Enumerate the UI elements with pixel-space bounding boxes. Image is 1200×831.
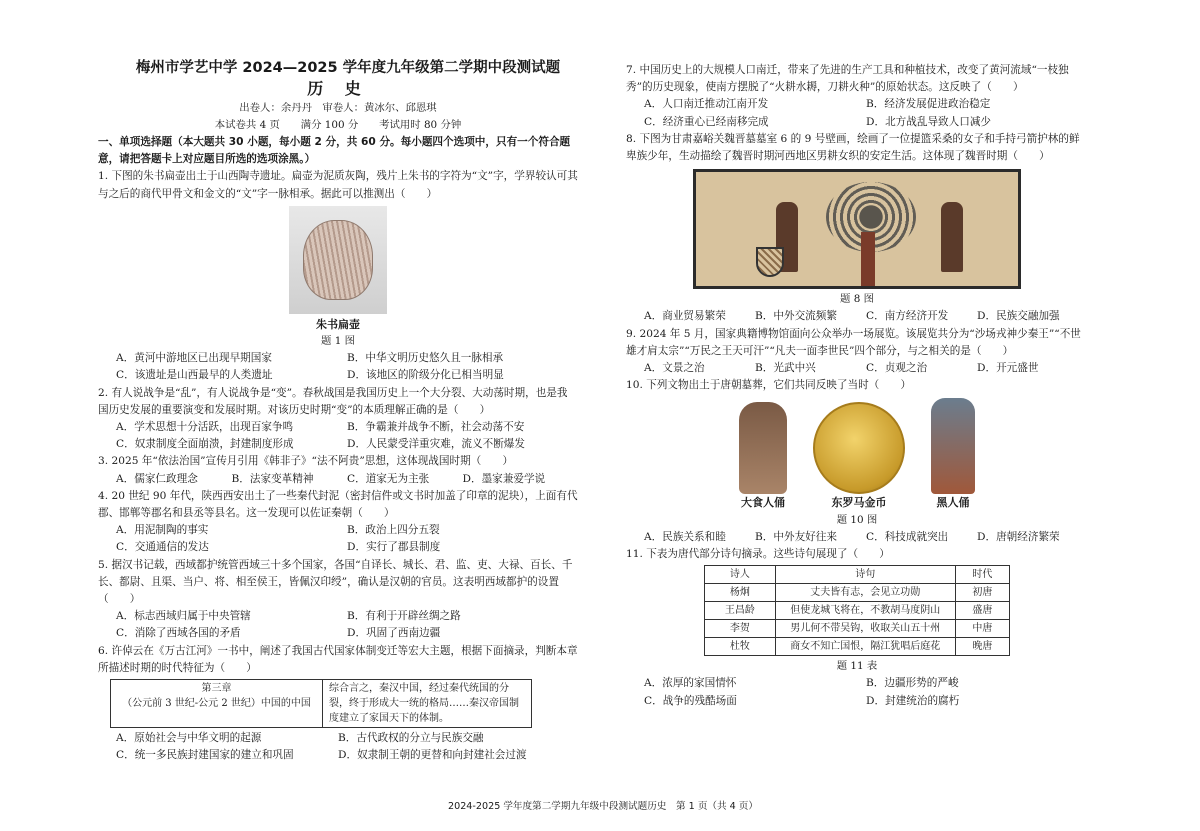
question-1-image [98,206,578,314]
question-4-options [98,522,578,556]
option[interactable]: B．光武中兴 [755,362,816,375]
question-10-options [626,529,1088,546]
table-header: 时代 [955,566,1009,584]
option[interactable]: C．消除了西域各国的矛盾 [116,627,241,640]
option[interactable]: B．法家变革精神 [231,472,314,485]
question-7-options [626,96,1088,130]
option[interactable]: C．统一多民族封建国家的建立和巩固 [116,749,294,762]
table-cell: 晚唐 [955,638,1009,656]
right-column [626,62,1088,710]
question-11-options [626,675,1088,709]
option[interactable]: A．用泥制陶的事实 [116,524,209,537]
option[interactable]: A．学术思想十分活跃，出现百家争鸣 [116,421,294,434]
question-1-figure-label: 题 1 图 [321,335,355,348]
question-6-stem: 6. 许倬云在《万古江河》一书中，阐述了我国古代国家体制变迁等宏大主题，根据下面摘录，判断本章所描述时期的时代特征为（ ） [98,644,578,674]
question-4-stem: 4. 20 世纪 90 年代，陕西西安出土了一些秦代封泥（密封信件或文书时加盖了印章的泥块），上面有代郡、邯郸等郡名和县丞等县名。这一发现可以佐证秦朝（ ） [98,489,578,520]
table-cell: 商女不知亡国恨，隔江犹唱后庭花 [775,638,955,656]
exam-title: 梅州市学艺中学 2024—2025 学年度九年级第二学期中段测试题 [135,60,561,76]
option[interactable]: C．科技成就突出 [866,530,949,543]
question-1-caption: 朱书扁壶 [316,317,360,331]
question-1-options [98,350,578,384]
exam-authors: 出卷人：余丹丹 审卷人：黄冰尔、邱恩琪 [239,102,437,114]
question-7-stem: 7. 中国历史上的大规模人口南迁，带来了先进的生产工具和种植技术，改变了黄河流域“一枝独秀”的历史现象，使南方摆脱了“火耕水耨，刀耕火种”的原始状态。这反映了（ ） [626,64,1069,94]
option[interactable]: C．道家无为主张 [347,472,430,485]
table-cell: 初唐 [955,584,1009,602]
option[interactable]: D．奴隶制王朝的更替和向封建社会过渡 [338,749,527,762]
option[interactable]: A．文景之治 [644,362,705,375]
option[interactable]: B．中外友好往来 [755,530,837,543]
section-heading: 一、单项选择题（本大题共 30 小题，每小题 2 分，共 60 分。每小题四个选项中，只有一个符合题意，请把答题卡上对应题目所选的选项涂黑。） [98,136,571,166]
option[interactable]: C．南方经济开发 [866,310,949,323]
table-header: 诗人 [705,566,776,584]
question-5-options [98,608,578,642]
option[interactable]: B．中华文明历史悠久且一脉相承 [347,352,504,365]
question-10-figure-label: 题 10 图 [836,513,878,526]
option[interactable]: A．人口南迁推动江南开发 [644,98,769,111]
question-8-stem: 8. 下图为甘肃嘉峪关魏晋墓墓室 6 的 9 号壁画，绘画了一位提篮采桑的女子和手持弓箭护林的鲜卑族少年，生动描绘了魏晋时期河西地区男耕女织的安定生活。这体现了魏晋时期（ ） [626,132,1080,163]
option[interactable]: B．古代政权的分立与民族交融 [338,732,484,745]
table-cell: 盛唐 [955,602,1009,620]
table-row [705,620,1010,638]
question-6-options [98,730,578,764]
table-row [705,584,1010,602]
table-row [705,566,1010,584]
option[interactable]: C．奴隶制度全面崩溃，封建制度形成 [116,438,294,451]
question-5-stem: 5. 据汉书记载，西域都护统管西域三十多个国家，各国“自译长、城长、君、监、吏、大禄、百长、千长、都尉、且渠、当户、将、相至侯王，皆佩汉印绶”，确认是汉朝的官员。这表明西域都护的设置（ ） [98,558,573,606]
option[interactable]: C．战争的残酷场面 [644,694,737,707]
option[interactable]: C．经济重心已经南移完成 [644,115,769,128]
question-3-stem: 3. 2025 年“依法治国”宣传月引用《韩非子》“法不阿贵”思想，这体现战国时期（ ） [98,455,514,468]
question-6-table [110,679,532,728]
table-cell: 丈夫皆有志，会见立功勋 [775,584,955,602]
option[interactable]: A．儒家仁政理念 [116,472,198,485]
option[interactable]: A．原始社会与中华文明的起源 [116,732,262,745]
option[interactable]: D．巩固了西南边疆 [347,627,441,640]
option[interactable]: C．该遗址是山西最早的人类遗址 [116,369,273,382]
option[interactable]: B．政治上四分五裂 [347,524,440,537]
option[interactable]: B．有利于开辟丝绸之路 [347,610,461,623]
relic-african-figurine [931,398,975,511]
question-8-figure-label: 题 8 图 [840,293,874,306]
table-cell: 杨炯 [705,584,776,602]
option[interactable]: D．该地区的阶级分化已相当明显 [347,369,504,382]
table-row [705,638,1010,656]
question-9-options [626,360,1088,377]
option[interactable]: B．中外交流频繁 [755,310,837,323]
question-2-stem: 2. 有人说战争是“乱”，有人说战争是“变”。春秋战国是我国历史上一个大分裂、大动荡时期，也是我国历史发展的重要演变和发展时期。对该历史时期“变”的本质理解正确的是（ ） [98,386,568,416]
question-8-options [626,308,1088,325]
relic-caption: 东罗马金币 [831,496,887,510]
option[interactable]: A．民族关系和睦 [644,530,726,543]
page-footer: 2024-2025 学年度第二学期九年级中段测试题历史 第 1 页（共 4 页） [448,801,758,812]
table-cell: 李贺 [705,620,776,638]
option[interactable]: D．实行了郡县制度 [347,541,441,554]
option[interactable]: D．封建统治的腐朽 [866,694,960,707]
option[interactable]: C．贞观之治 [866,362,928,375]
option[interactable]: B．经济发展促进政治稳定 [866,98,991,111]
option[interactable]: B．边疆形势的严峻 [866,677,959,690]
relic-caption: 大食人俑 [741,496,785,510]
option[interactable]: D．民族交融加强 [977,310,1060,323]
table-cell: 第三章 （公元前 3 世纪-公元 2 世纪）中国的中国 [111,680,323,728]
option[interactable]: A．标志西域归属于中央管辖 [116,610,251,623]
question-3-options [98,471,578,488]
option[interactable]: D．北方战乱导致人口减少 [866,115,992,128]
table-cell: 杜牧 [705,638,776,656]
relic-gold-coin [813,402,905,511]
option[interactable]: D．人民蒙受洋重灾难，流义不断爆发 [347,438,525,451]
table-cell: 中唐 [955,620,1009,638]
relic-caption: 黑人俑 [936,496,970,510]
question-11-stem: 11. 下表为唐代部分诗句摘录。这些诗句展现了（ ） [626,548,890,561]
relic-arab-figurine [739,402,787,511]
question-2-options [98,419,578,453]
question-11-figure-label: 题 11 表 [836,660,878,673]
left-column [98,58,578,764]
question-10-images [626,398,1088,511]
table-cell: 但使龙城飞将在，不教胡马度阴山 [775,602,955,620]
question-1-stem: 1. 下图的朱书扁壶出土于山西陶寺遗址。扁壶为泥质灰陶，残片上朱书的字符为“文”字，学界较认可其与之后的商代甲骨文和金文的“文”字一脉相承。据此可以推测出（ ） [98,170,578,200]
table-row [705,602,1010,620]
table-header: 诗句 [775,566,955,584]
table-cell: 王昌龄 [705,602,776,620]
option[interactable]: D．开元盛世 [977,362,1039,375]
question-11-table [704,565,1010,656]
option[interactable]: D．墨家兼爱学说 [462,472,546,485]
table-cell: 男儿何不带吴钩，收取关山五十州 [775,620,955,638]
option[interactable]: A．浓厚的家国情怀 [644,677,737,690]
table-row [111,680,532,728]
option[interactable]: A．黄河中游地区已出现早期国家 [116,352,272,365]
question-10-stem: 10. 下列文物出土于唐朝墓葬，它们共同反映了当时（ ） [626,379,912,392]
option[interactable]: D．唐朝经济繁荣 [977,530,1060,543]
exam-subject: 历 史 [307,79,369,98]
question-9-stem: 9. 2024 年 5 月，国家典籍博物馆面向公众举办一场展览。该展览共分为“沙场戎神少秦王”“不世雄才肩太宗”“万民之王天可汗”“凡夫一面李世民”四个部分，与之相关的是（ ） [626,327,1081,357]
vase-image [289,206,387,314]
exam-info: 本试卷共 4 页 满分 100 分 考试用时 80 分钟 [214,119,462,131]
mural-image [693,169,1021,289]
table-cell: 综合言之，秦汉中国，经过秦代统国的分裂，终于形成大一统的格局……秦汉帝国制度建立了家国天下的体制。 [323,680,532,728]
option[interactable]: A．商业贸易繁荣 [644,310,726,323]
option[interactable]: C．交通通信的发达 [116,541,209,554]
option[interactable]: B．争霸兼并战争不断，社会动荡不安 [347,421,525,434]
